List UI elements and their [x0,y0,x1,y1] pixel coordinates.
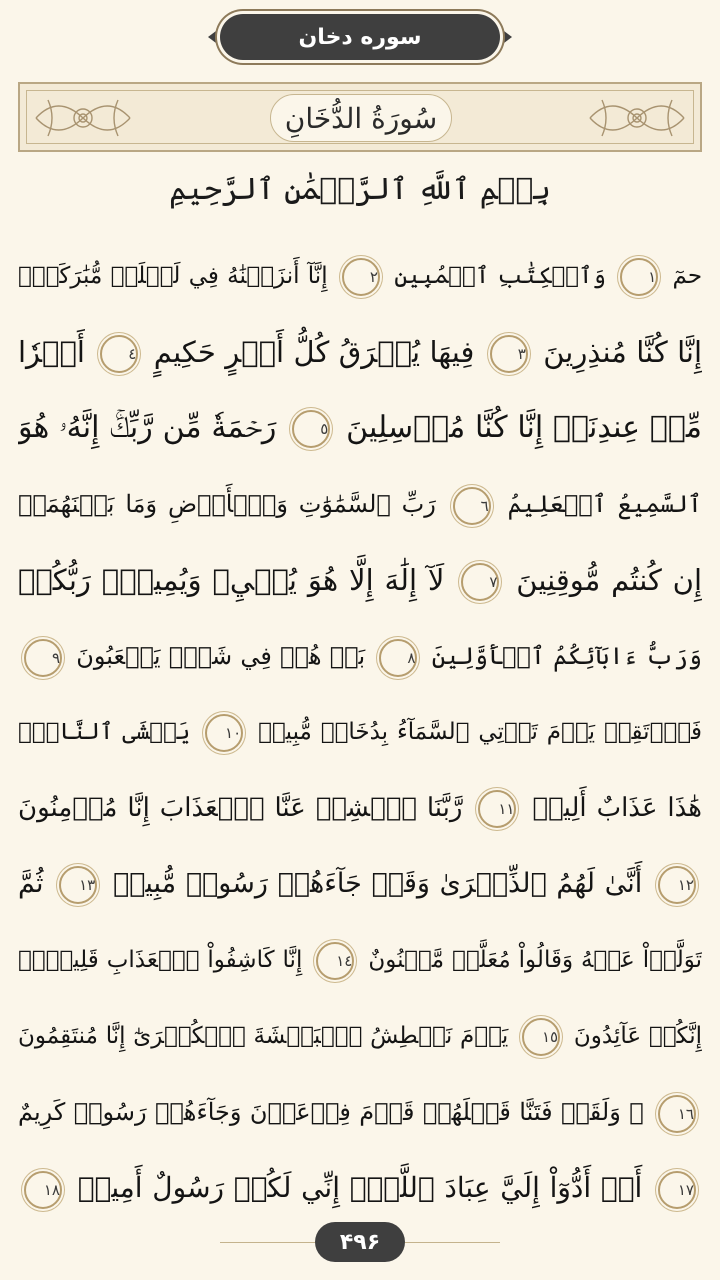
text-line [18,238,702,314]
ayah-number-marker[interactable]: ٥ [292,410,330,448]
text-line [18,998,702,1074]
ayah-number-marker[interactable]: ١٥ [522,1018,560,1056]
ayah-number-marker[interactable]: ١٦ [658,1095,696,1133]
text-line [18,770,702,846]
verse-text: أَنۡ أَدُّوٓاْ إِلَيَّ عِبَادَ ٱللَّهِۖ إِنِّي لَكُمۡ رَسُولٌ أَمِينٞ [77,1171,643,1204]
ayah-number-marker[interactable]: ١٣ [59,866,97,904]
text-line [18,618,702,694]
verse-text: فَٱرۡتَقِبۡ يَوۡمَ تَأۡتِي ٱلسَّمَآءُ بِدُخَانٖ مُّبِينٖ [258,719,702,745]
ayah-number-marker[interactable]: ١٢ [658,866,696,904]
verse-text: هَٰذَا عَذَابٌ أَلِيمٞ [532,793,702,823]
verse-text: لَآ إِلَٰهَ إِلَّا هُوَ يُحۡيِۦ وَيُمِيتُۖ رَبُّكُمۡ [18,563,445,597]
text-line [18,542,702,618]
surah-pill-left-tip [208,28,220,46]
text-line [18,466,702,542]
ayah-number-marker[interactable]: ٣ [490,335,528,373]
ayah-number-marker[interactable]: ١٠ [205,714,243,752]
surah-title: سُورَةُ الدُّخَانِ [284,101,438,135]
verse-text: وَٱلۡكِتَٰبِ ٱلۡمُبِينِ [394,263,606,289]
verse-text: إِن كُنتُم مُّوقِنِينَ [516,563,702,597]
page-number: ۴۹۶ [339,1229,381,1255]
basmala: بِسۡمِ ٱللَّهِ ٱلرَّحۡمَٰنِ ٱلرَّحِيمِ [169,172,551,207]
ayah-number-marker[interactable]: ١ [620,258,658,296]
verse-text: حمٓ [672,263,702,289]
ayah-number-marker[interactable]: ١٤ [316,942,354,980]
text-line [18,390,702,466]
ayah-number-marker[interactable]: ١٧ [658,1171,696,1209]
verse-text: إِنَّا كُنَّا مُنذِرِينَ [543,335,702,369]
text-line [18,846,702,922]
verse-text: إِنَّكُمۡ عَآئِدُونَ [573,1023,702,1049]
verse-text: تَوَلَّوۡاْ عَنۡهُ وَقَالُواْ مُعَلَّمٞ مَّجۡنُونٌ [368,947,702,973]
verse-text: إِنَّآ أَنزَلۡنَٰهُ فِي لَيۡلَةٖ مُّبَٰرَكَةٍۚ [18,263,328,289]
verse-text: أَمۡرٗا [18,335,85,369]
verse-text: رَّبَّنَا ٱكۡشِفۡ عَنَّا ٱلۡعَذَابَ إِنَّا مُؤۡمِنُونَ [18,793,463,823]
verse-text: يَغۡشَى ٱلنَّاسَۖ [18,719,191,745]
verse-text: وَرَبُّ ءَابَآئِكُمُ ٱلۡأَوَّلِينَ [431,642,702,670]
quran-text-lines [18,238,702,1226]
verse-text: ثُمَّ [18,868,44,899]
ayah-number-marker[interactable]: ١٨ [24,1171,62,1209]
page-number-badge[interactable] [315,1222,405,1262]
verse-text: إِنَّا كَاشِفُواْ ٱلۡعَذَابِ قَلِيلًاۚ [18,947,303,973]
surah-name-label: سوره دخان [298,24,422,50]
verse-text: رَحۡمَةٗ مِّن رَّبِّكَۚ إِنَّهُۥ هُوَ [18,410,277,445]
ornament-left-icon [28,90,138,146]
footer-divider-right [405,1242,500,1243]
ayah-number-marker[interactable]: ٨ [379,639,417,677]
ayah-number-marker[interactable]: ٢ [342,258,380,296]
verse-text: بَلۡ هُمۡ فِي شَكّٖ يَلۡعَبُونَ [76,642,366,670]
ayah-number-marker[interactable]: ٩ [24,639,62,677]
surah-title-plaque [270,94,452,142]
verse-text: أَنَّىٰ لَهُمُ ٱلذِّكۡرَىٰ وَقَدۡ جَآءَهُمۡ رَسُولٞ مُّبِينٞ [112,868,643,899]
text-line [18,314,702,390]
text-line [18,922,702,998]
verse-text: يَوۡمَ نَبۡطِشُ ٱلۡبَطۡشَةَ ٱلۡكُبۡرَىٰٓ إِنَّا مُنتَقِمُونَ [18,1023,509,1049]
verse-text: رَبِّ ٱلسَّمَٰوَٰتِ وَٱلۡأَرۡضِ وَمَا بَيۡنَهُمَآۖ [18,490,436,518]
verse-text: فِيهَا يُفۡرَقُ كُلُّ أَمۡرٍ حَكِيمٍ [153,335,475,369]
ayah-number-marker[interactable]: ٦ [453,487,491,525]
ayah-number-marker[interactable]: ٧ [461,563,499,601]
surah-header-frame [18,82,702,152]
text-line [18,694,702,770]
surah-name-pill[interactable] [220,14,500,60]
ayah-number-marker[interactable]: ١١ [478,790,516,828]
verse-text: مِّنۡ عِندِنَآۚ إِنَّا كُنَّا مُرۡسِلِينَ [346,410,702,445]
verse-text: ٱلسَّمِيعُ ٱلۡعَلِيمُ [507,490,702,518]
ornament-right-icon [582,90,692,146]
text-line [18,1150,702,1226]
verse-text: ۞ وَلَقَدۡ فَتَنَّا قَبۡلَهُمۡ قَوۡمَ فِرۡعَوۡنَ وَجَآءَهُمۡ رَسُولٞ كَرِيمٌ [18,1098,644,1126]
ayah-number-marker[interactable]: ٤ [100,335,138,373]
text-line [18,1074,702,1150]
surah-pill-right-tip [500,28,512,46]
footer-divider-left [220,1242,315,1243]
